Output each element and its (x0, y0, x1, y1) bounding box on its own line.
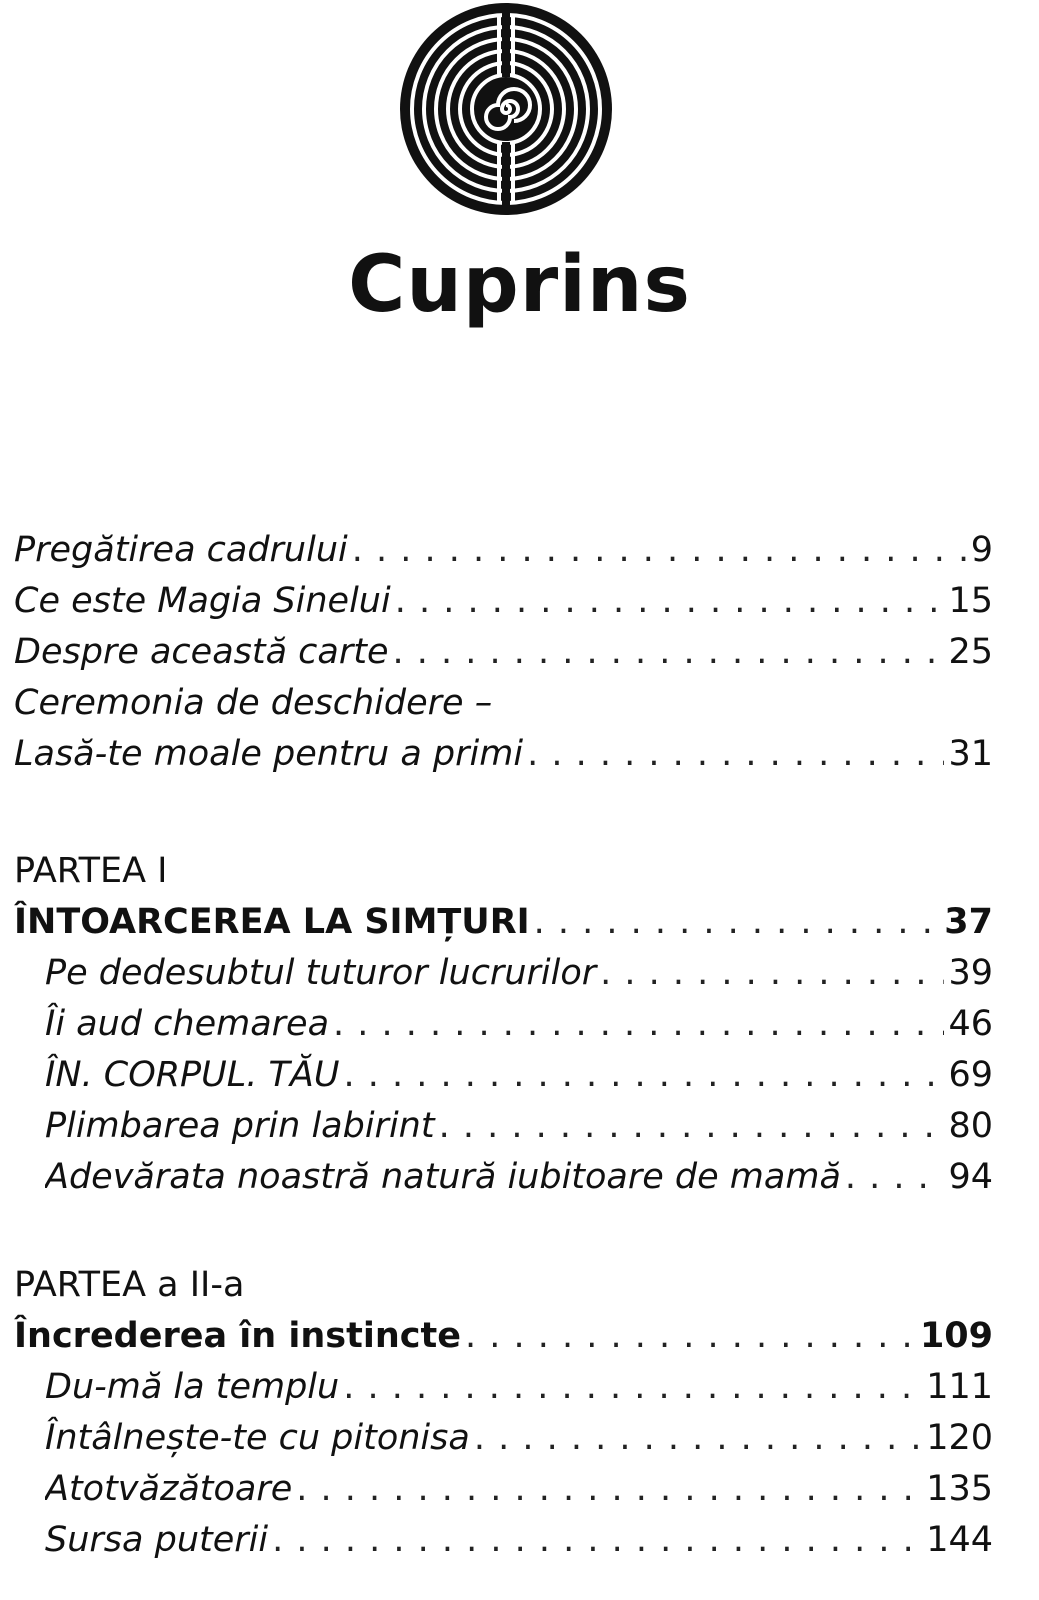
toc-entry-title: Lasă-te moale pentru a primi (14, 734, 524, 774)
toc-entry[interactable] (45, 1102, 993, 1150)
part-label: PARTEA I (14, 851, 168, 891)
toc-entry[interactable] (45, 1000, 993, 1048)
part-heading[interactable] (14, 898, 993, 946)
dot-leader (296, 1465, 922, 1513)
toc-entry[interactable] (14, 577, 993, 625)
toc-entry-page: 31 (948, 734, 993, 774)
toc-entry-page: 15 (948, 581, 993, 621)
dot-leader (465, 1312, 916, 1360)
toc-entry-title: Adevărata noastră natură iubitoare de mamă (45, 1157, 841, 1197)
dot-leader (272, 1516, 922, 1564)
toc-entry-page: 46 (948, 1004, 993, 1044)
toc-entry-page: 9 (970, 530, 993, 570)
toc-entry-page: 80 (948, 1106, 993, 1146)
toc-entry[interactable] (14, 628, 993, 676)
dot-leader (393, 628, 945, 676)
toc-entry[interactable] (45, 1465, 993, 1513)
toc-entry-title: Atotvăzătoare (45, 1469, 293, 1509)
part-heading-page: 109 (919, 1316, 993, 1356)
toc-entry-title: Ceremonia de deschidere – (14, 683, 493, 723)
toc-entry-title: Întâlnește-te cu pitonisa (45, 1418, 470, 1458)
dot-leader (395, 577, 945, 625)
toc-entry-page: 135 (926, 1469, 993, 1509)
toc-entry-title: Pregătirea cadrului (14, 530, 348, 570)
toc-entry-title: ÎN. CORPUL. TĂU (45, 1055, 340, 1095)
toc-entry[interactable] (45, 1153, 993, 1201)
dot-leader (474, 1414, 922, 1462)
dot-leader (439, 1102, 945, 1150)
toc-entry-title: Du-mă la templu (45, 1367, 340, 1407)
dot-leader (845, 1153, 945, 1201)
toc-entry-title: Plimbarea prin labirint (45, 1106, 435, 1146)
toc-entry[interactable] (45, 1516, 993, 1564)
toc-entry-page: 111 (926, 1367, 993, 1407)
toc-entry-title: Pe dedesubtul tuturor lucrurilor (45, 953, 597, 993)
page-title: Cuprins (348, 240, 691, 330)
toc-entry-page: 39 (948, 953, 993, 993)
toc-entry-title: Ce este Magia Sinelui (14, 581, 391, 621)
part-heading[interactable] (14, 1312, 993, 1360)
toc-entry[interactable] (45, 1414, 993, 1462)
toc-entry[interactable] (14, 526, 993, 574)
toc-entry-page: 94 (948, 1157, 993, 1197)
dot-leader (343, 1051, 944, 1099)
part-heading-title: ÎNTOARCEREA LA SIMȚURI (14, 902, 530, 942)
toc-entry-page: 120 (926, 1418, 993, 1458)
dot-leader (343, 1363, 922, 1411)
toc-entry[interactable] (45, 1363, 993, 1411)
toc-entry-line[interactable] (14, 679, 993, 727)
toc-entry[interactable] (45, 1051, 993, 1099)
toc-entry-title: Despre această carte (14, 632, 389, 672)
toc-entry-page: 144 (926, 1520, 993, 1560)
dot-leader (534, 898, 941, 946)
dot-leader (600, 949, 944, 997)
part-heading-page: 37 (944, 902, 993, 942)
dot-leader (333, 1000, 944, 1048)
toc-entry-page: 25 (948, 632, 993, 672)
toc-entry-page: 69 (948, 1055, 993, 1095)
toc-entry[interactable] (14, 730, 993, 778)
dot-leader (352, 526, 967, 574)
part-heading-title: Încrederea în instincte (14, 1316, 461, 1356)
toc-entry[interactable] (45, 949, 993, 997)
part-label: PARTEA a II-a (14, 1265, 245, 1305)
dot-leader (527, 730, 944, 778)
toc-entry-title: Sursa puterii (45, 1520, 269, 1560)
toc-entry-title: Îi aud chemarea (45, 1004, 330, 1044)
